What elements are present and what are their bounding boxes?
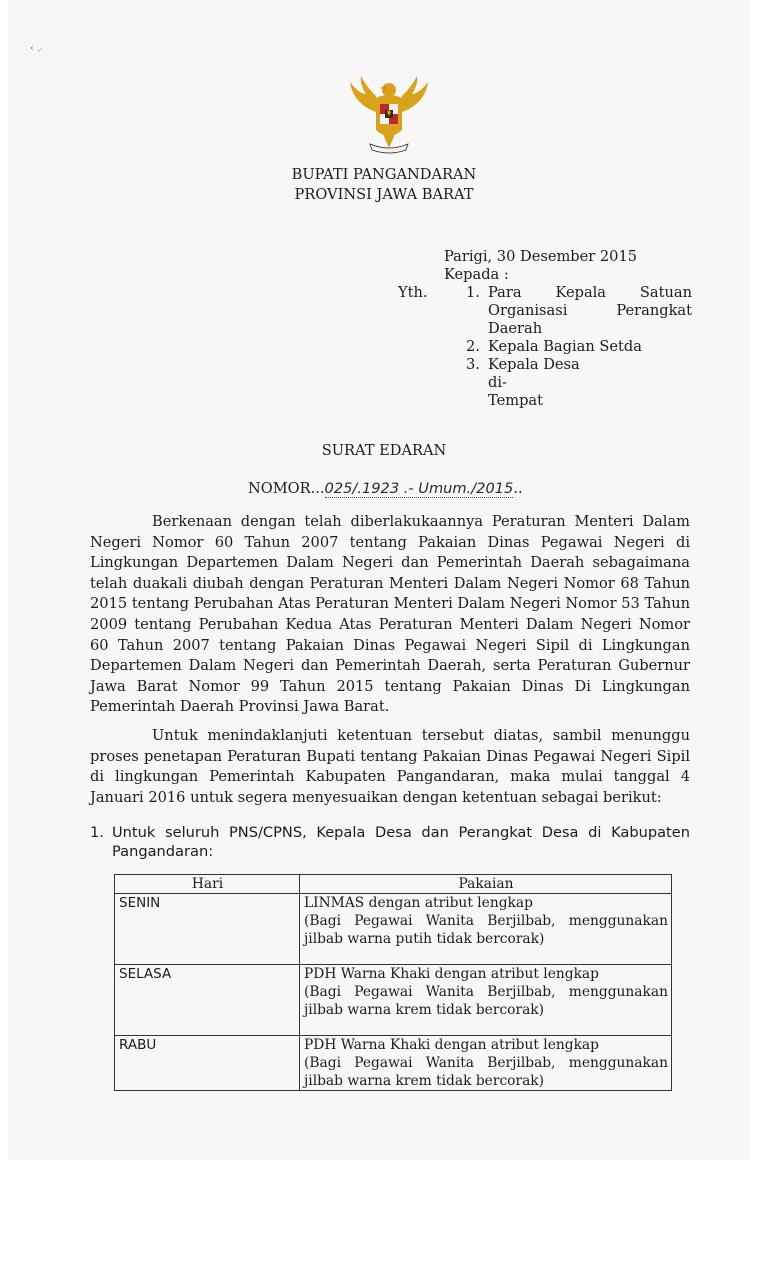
recipient-number: 1. bbox=[466, 284, 480, 301]
uniform-note: (Bagi Pegawai Wanita Berjilbab, menggunakan jilbab warna krem tidak bercorak) bbox=[304, 1055, 668, 1089]
day-cell: SENIN bbox=[115, 894, 300, 965]
uniform-note: (Bagi Pegawai Wanita Berjilbab, menggunakan jilbab warna putih tidak bercorak) bbox=[304, 913, 668, 947]
recipient-word: Satuan bbox=[639, 284, 692, 301]
recipient-word: Perangkat bbox=[616, 302, 692, 319]
list-number: 1. bbox=[90, 824, 104, 841]
recipient-item bbox=[488, 302, 692, 320]
scan-mark: ‹ ⸝ bbox=[30, 43, 43, 54]
body-paragraph: Untuk menindaklanjuti ketentuan tersebut diatas, sambil menunggu proses penetapan Peraturan Bupati tentang Pakaian Dinas Pegawai Negeri Sipil di lingkungan Pemerintah Kabupaten Pangandaran, maka mulai tanggal 4 Januari 2016 untuk segera menyesuaikan dengan ketentuan sebagai berikut: bbox=[90, 727, 690, 806]
letter-title: SURAT EDARAN bbox=[321, 442, 447, 459]
nomor-label: NOMOR... bbox=[248, 480, 325, 497]
yth-label: Yth. bbox=[398, 284, 428, 301]
recipient-item bbox=[488, 284, 692, 302]
uniform-cell bbox=[300, 965, 672, 1036]
di-label: di- bbox=[488, 374, 507, 391]
recipient-item: Kepala Desa bbox=[488, 356, 580, 373]
table-row bbox=[115, 965, 672, 1036]
list-text: Untuk seluruh PNS/CPNS, Kepala Desa dan Perangkat Desa di Kabupaten Pangandaran: bbox=[112, 824, 690, 860]
recipient-item: Daerah bbox=[488, 320, 543, 337]
uniform-cell bbox=[300, 1036, 672, 1091]
recipient-word: Kepala bbox=[555, 284, 607, 301]
nomor-tail: .. bbox=[513, 480, 523, 497]
table-row bbox=[115, 894, 672, 965]
header-pakaian: Pakaian bbox=[300, 875, 672, 894]
recipient-number: 2. bbox=[466, 338, 480, 355]
uniform-table bbox=[114, 874, 672, 1091]
recipient-number: 3. bbox=[466, 356, 480, 373]
letter-number bbox=[248, 480, 523, 498]
uniform-note: (Bagi Pegawai Wanita Berjilbab, menggunakan jilbab warna krem tidak bercorak) bbox=[304, 984, 668, 1018]
tempat-label: Tempat bbox=[488, 392, 543, 409]
table-header-row bbox=[115, 875, 672, 894]
list-item bbox=[90, 823, 690, 861]
uniform-cell bbox=[300, 894, 672, 965]
table-row bbox=[115, 1036, 672, 1091]
province-title: PROVINSI JAWA BARAT bbox=[294, 186, 474, 203]
header-hari: Hari bbox=[115, 875, 300, 894]
garuda-emblem-icon bbox=[346, 72, 432, 158]
day-cell: SELASA bbox=[115, 965, 300, 1036]
recipient-item: Kepala Bagian Setda bbox=[488, 338, 642, 355]
office-title: BUPATI PANGANDARAN bbox=[291, 166, 477, 183]
uniform-line: PDH Warna Khaki dengan atribut lengkap bbox=[304, 1037, 599, 1053]
recipient-word: Para bbox=[488, 284, 522, 301]
uniform-line: PDH Warna Khaki dengan atribut lengkap bbox=[304, 966, 599, 982]
day-cell: RABU bbox=[115, 1036, 300, 1091]
date-line: Parigi, 30 Desember 2015 bbox=[444, 248, 638, 265]
recipient-word: Organisasi bbox=[488, 302, 568, 319]
body-paragraph: Berkenaan dengan telah diberlakukaannya Peraturan Menteri Dalam Negeri Nomor 60 Tahun 2007 tentang Pakaian Dinas Pegawai Negeri di Lingkungan Departemen Dalam Negeri dan Pemerintah Daerah sebagaimana telah duakali diubah dengan Peraturan Menteri Dalam Negeri Nomor 68 Tahun 2015 tentang Perubahan Atas Peraturan Menteri Dalam Negeri Nomor 53 Tahun 2009 tentang Perubahan Kedua Atas Peraturan Menteri Dalam Negeri Nomor 60 Tahun 2007 tentang Pakaian Dinas Pegawai Negeri Sipil di Lingkungan Departemen Dalam Negeri dan Pemerintah Daerah, serta Peraturan Gubernur Jawa Barat Nomor 99 Tahun 2015 tentang Pakaian Dinas Di Lingkungan Pemerintah Daerah Provinsi Jawa Barat. bbox=[90, 513, 690, 716]
nomor-handwritten: 025/.1923 .- Umum./2015 bbox=[324, 480, 514, 497]
uniform-line: LINMAS dengan atribut lengkap bbox=[304, 895, 533, 911]
kepada-label: Kepada : bbox=[444, 266, 509, 283]
